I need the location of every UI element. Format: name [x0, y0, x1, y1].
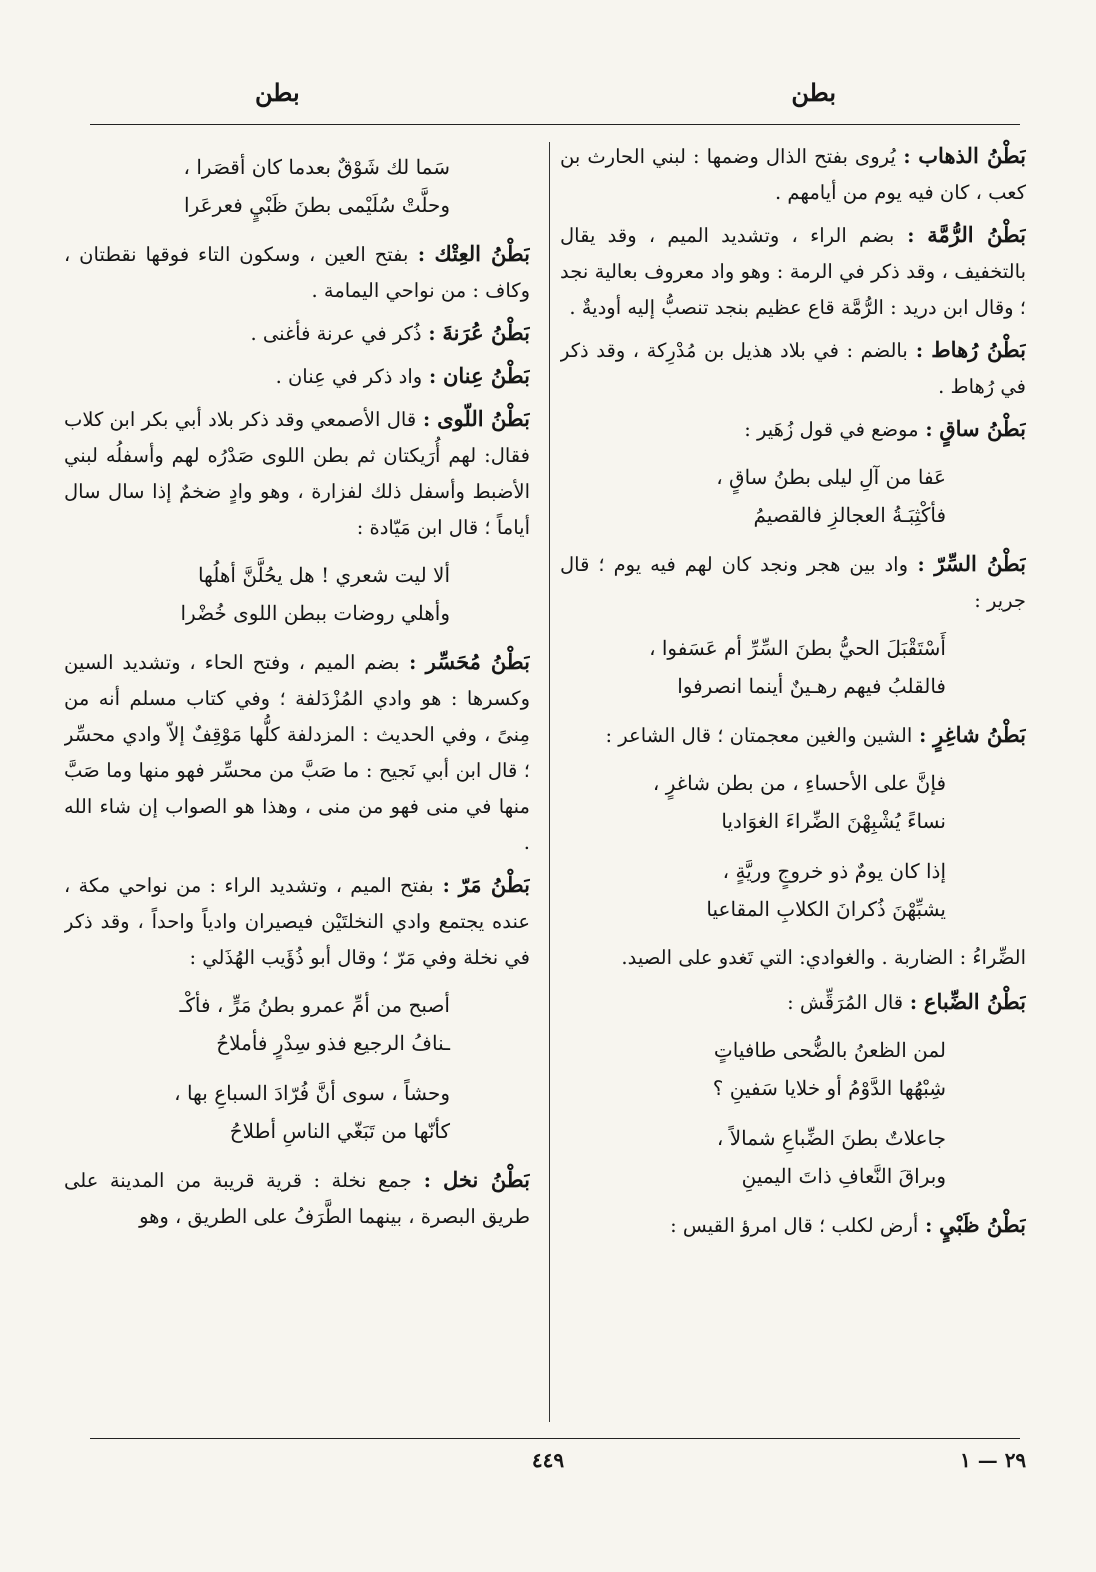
- verse-line: وبراقَ النَّعافِ ذاتَ اليمينِ: [741, 1164, 946, 1188]
- verse-line: لمن الظعنُ بالضُّحى طافياتٍ: [713, 1038, 946, 1062]
- entry-definition: بفتح العين ، وسكون التاء فوقها نقطتان ، وكاف : من نواحي اليمامة .: [64, 243, 530, 302]
- dictionary-entry: [560, 984, 1026, 1021]
- poem-verse: [560, 1119, 1026, 1195]
- verse-line: وأهلي روضات ببطن اللوى خُضْرا: [180, 601, 450, 625]
- verse-line: شِبْهُها الدَّوْمُ أو خلايا سَفينِ ؟: [712, 1076, 946, 1100]
- verse-line: يشبِّهْنَ ذُكرانَ الكلابِ المقاعيا: [706, 897, 946, 921]
- entry-definition: بضم الراء ، وتشديد الميم ، وقد يقال بالتخفيف ، وقد ذكر في الرمة : وهو واد معروف بعالية نجد ؛ وقال ابن دريد : الرُّمَّة قاع عظيم بنجد تنصبُّ إليه أوديةٌ .: [560, 224, 1026, 319]
- entry-separator: :: [408, 243, 435, 266]
- verse-line: فالقلبُ فيهم رهـينٌ أينما انصرفوا: [677, 674, 946, 698]
- entry-definition: بفتح الميم ، وتشديد الراء : من نواحي مكة ، عنده يجتمع وادي النخلتَيْن فيصيران وادياً واحداً ، وقد ذكر في نخلة وفي مَرّ ؛ وقال أبو ذُؤَيب الهُذَلي :: [64, 874, 530, 969]
- dictionary-entry: [64, 358, 530, 395]
- entry-headword: بَطْنُ اللّوى: [437, 406, 530, 431]
- entry-headword: بَطْنُ مَرّ: [458, 872, 530, 897]
- poem-verse: [560, 852, 1026, 928]
- verse-line: كأنّها من تَبَغّي الناسِ أطلاحُ: [229, 1119, 450, 1143]
- entry-definition: يُروى بفتح الذال وضمها : لبني الحارث بن كعب ، كان فيه يوم من أيامهم .: [560, 145, 1026, 204]
- entry-separator: :: [399, 651, 426, 674]
- entry-headword: بَطْنُ شاغِرٍ: [933, 722, 1026, 747]
- verse-line: أصبح من أمِّ عمرو بطنُ مَرٍّ ، فأكْـ: [179, 993, 450, 1017]
- verse-line: فأكْثِبَـةُ العجالزِ فالقصيمُ: [753, 503, 946, 527]
- entry-separator: :: [422, 365, 443, 388]
- entry-separator: :: [894, 224, 928, 247]
- running-head-right: بطن: [791, 78, 836, 107]
- entry-definition: واد ذكر في عِنان .: [275, 365, 423, 388]
- dictionary-entry: [64, 315, 530, 352]
- entry-headword: بَطْنُ ساقٍ: [939, 416, 1026, 441]
- entry-separator: :: [918, 1214, 940, 1237]
- entry-headword: بَطْنُ العِتْك: [434, 241, 530, 266]
- dictionary-entry: [64, 401, 530, 546]
- verse-line: ألا ليت شعري ! هل يحُلَّنَّ أهلُها: [197, 563, 450, 587]
- header-rule: [90, 124, 1020, 125]
- entry-separator: :: [907, 339, 932, 362]
- entry-separator: :: [433, 874, 459, 897]
- dictionary-entry: [64, 236, 530, 309]
- poem-verse: [64, 986, 530, 1062]
- entry-separator: :: [895, 145, 919, 168]
- entry-separator: :: [918, 418, 940, 441]
- dictionary-entry: [560, 138, 1026, 211]
- column-divider: [549, 142, 550, 1422]
- running-head-left: بطن: [255, 78, 300, 107]
- footer-rule: [90, 1438, 1020, 1439]
- entry-definition: قال الأصمعي وقد ذكر بلاد أبي بكر ابن كلاب فقال: لهم أُرَيكتان ثم بطن اللوى صَدْرُه لهم وأسفلُه لبني الأضبط وأسفل ذلك لفزارة ، وهو وادٍ ضخمٌ إذا سال سال أياماً ؛ قال ابن مَيّادة :: [64, 408, 530, 539]
- verse-line: نساءً يُشْبِهْنَ الضِّراءَ الغوَاديا: [721, 809, 946, 833]
- entry-headword: بَطْنُ السِّرّ: [934, 551, 1026, 576]
- entry-headword: بَطْنُ مُحَسِّر: [425, 649, 530, 674]
- verse-line: جاعلاتٌ بطنَ الضِّباعِ شمالاً ،: [716, 1126, 946, 1150]
- entry-headword: بَطْنُ الضِّباع: [923, 989, 1026, 1014]
- poem-verse: [64, 556, 530, 632]
- poem-verse: [560, 629, 1026, 705]
- page-number: ٤٤٩: [531, 1448, 565, 1472]
- right-column: [560, 138, 1026, 1428]
- entry-definition: بضم الميم ، وفتح الحاء ، وتشديد السين وكسرها : هو وادي المُزْدَلفة ؛ وفي كتاب مسلم أنه من مِنىً ، وفي الحديث : المزدلفة كلُّها مَوْقِفٌ إلاّ وادي محسِّر ؛ قال ابن أبي نَجيح : ما صَبَّ من محسِّر فهو منها وما صَبَّ منها في منى فهو من منى ، وهذا هو الصواب إن شاء الله .: [64, 651, 530, 854]
- verse-line: ـنافُ الرجيع فذو سِدْرٍ فأملاحُ: [216, 1031, 450, 1055]
- dictionary-entry: [560, 411, 1026, 448]
- entry-separator: :: [411, 1169, 444, 1192]
- entry-headword: بَطْنُ نخل: [443, 1167, 530, 1192]
- poem-verse: [560, 1031, 1026, 1107]
- verse-line: وحلَّتْ سُلَيْمى بطنَ ظَبْيٍ فعرعَرا: [184, 193, 450, 217]
- gloss-note: الضِّراءُ : الضاربة . والغوادي: التي تَغدو على الصيد.: [621, 946, 1026, 969]
- entry-headword: بَطْنُ الذهاب: [918, 143, 1026, 168]
- verse-line: سَما لك شَوْقٌ بعدما كان أقصَرا ،: [183, 155, 450, 179]
- verse-line: أَسْتَقْبَلَ الحيُّ بطنَ السِّرِّ أم عَسَفوا ،: [649, 636, 946, 660]
- entry-headword: بَطْنُ رُهاط: [931, 337, 1026, 362]
- entry-definition: أرض لكلب ؛ قال امرؤ القيس :: [670, 1214, 919, 1237]
- dictionary-entry: [64, 1162, 530, 1235]
- entry-definition: واد بين هجر ونجد كان لهم فيه يوم ؛ قال جرير :: [560, 553, 1026, 612]
- entry-definition: الشين والغين معجمتان ؛ قال الشاعر :: [605, 724, 913, 747]
- dictionary-entry: [560, 717, 1026, 754]
- poem-verse: [560, 458, 1026, 534]
- entry-definition: جمع نخلة : قرية قريبة من المدينة على طريق البصرة ، بينهما الطَّرَفُ على الطريق ، وهو: [64, 1169, 530, 1228]
- signature-mark: ٢٩ — ١: [960, 1448, 1027, 1472]
- entry-separator: :: [416, 408, 438, 431]
- verse-line: عَفا من آلِ ليلى بطنُ ساقٍ ،: [716, 465, 946, 489]
- poem-verse: [64, 1074, 530, 1150]
- page-header: [0, 78, 1096, 122]
- entry-definition: ذُكر في عرنة فأغنى .: [250, 322, 422, 345]
- verse-line: فإنَّ على الأحساءِ ، من بطن شاغرٍ ،: [652, 771, 946, 795]
- dictionary-entry: [64, 644, 530, 861]
- dictionary-entry: [560, 332, 1026, 405]
- poem-verse: [560, 764, 1026, 840]
- verse-line: إذا كان يومٌ ذو خروجٍ وريَّةٍ ،: [722, 859, 946, 883]
- dictionary-entry: [560, 1207, 1026, 1244]
- entry-definition: موضع في قول زُهَير :: [744, 418, 919, 441]
- entry-definition: قال المُرَقِّش :: [787, 991, 904, 1014]
- entry-definition: بالضم : في بلاد هذيل بن مُدْرِكة ، وقد ذكر في رُهاط .: [560, 339, 1026, 398]
- entry-headword: بَطْنُ عِنان: [442, 363, 530, 388]
- entry-separator: :: [912, 724, 934, 747]
- entry-headword: بَطْنُ عُرَنةَ: [442, 320, 530, 345]
- entry-headword: بَطْنُ ظَبْيٍ: [939, 1212, 1026, 1237]
- poem-verse: [64, 148, 530, 224]
- left-column: [64, 138, 530, 1428]
- entry-separator: :: [421, 322, 443, 345]
- entry-headword: بَطْنُ الرُّمَّة: [927, 222, 1026, 247]
- verse-line: وحشاً ، سوى أنَّ فُرّادَ السباعِ بها ،: [174, 1081, 450, 1105]
- entry-separator: :: [903, 991, 924, 1014]
- dictionary-entry: [560, 546, 1026, 619]
- dictionary-entry: [64, 867, 530, 976]
- entry-separator: :: [908, 553, 935, 576]
- dictionary-entry: [560, 217, 1026, 326]
